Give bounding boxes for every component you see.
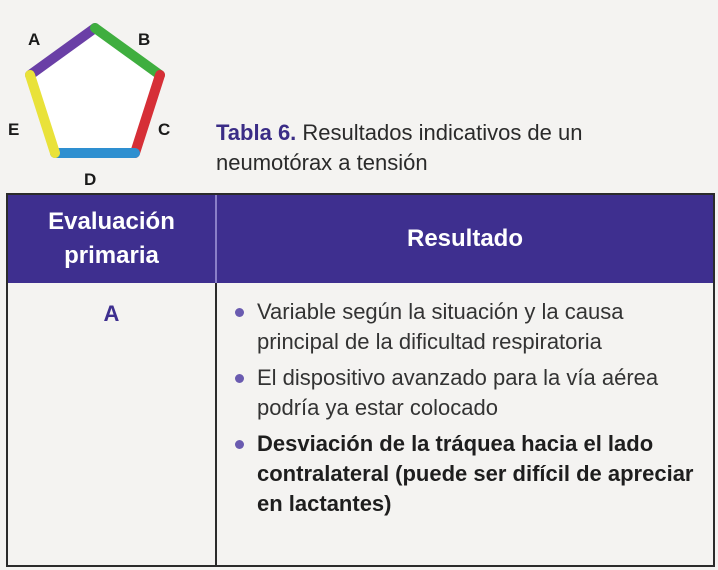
column-header-evaluation: Evaluación primaria <box>8 195 217 283</box>
table-row <box>8 283 713 565</box>
result-item <box>235 297 703 357</box>
bullet-dot-icon <box>235 308 244 317</box>
table-caption <box>216 118 696 178</box>
result-item-text: Variable según la situación y la causa principal de la dificultad respiratoria <box>257 299 624 354</box>
pentagon-label-a: A <box>28 30 41 49</box>
table-header-row <box>8 195 713 283</box>
pentagon-label-b: B <box>138 30 151 49</box>
bullet-dot-icon <box>235 374 244 383</box>
result-item-text: El dispositivo avanzado para la vía aérea podría ya estar colocado <box>257 365 659 420</box>
results-table <box>6 193 715 567</box>
pentagon-label-d: D <box>84 170 97 189</box>
result-item-emphasized <box>235 429 703 519</box>
column-header-result: Resultado <box>406 225 523 252</box>
bullet-dot-icon <box>235 440 244 449</box>
pentagon-label-c: C <box>158 120 171 139</box>
results-cell <box>217 283 713 565</box>
assessment-cell <box>8 283 217 565</box>
assessment-letter: A <box>103 301 120 326</box>
table-caption-number: Tabla 6. <box>216 120 297 145</box>
pentagon-label-e: E <box>8 120 20 139</box>
table-caption-text: Resultados indicativos de un neumotórax a tensión <box>216 120 583 175</box>
result-item-text: Desviación de la tráquea hacia el lado contralateral (puede ser difícil de apreciar en lactantes) <box>257 431 694 516</box>
result-item <box>235 363 703 423</box>
